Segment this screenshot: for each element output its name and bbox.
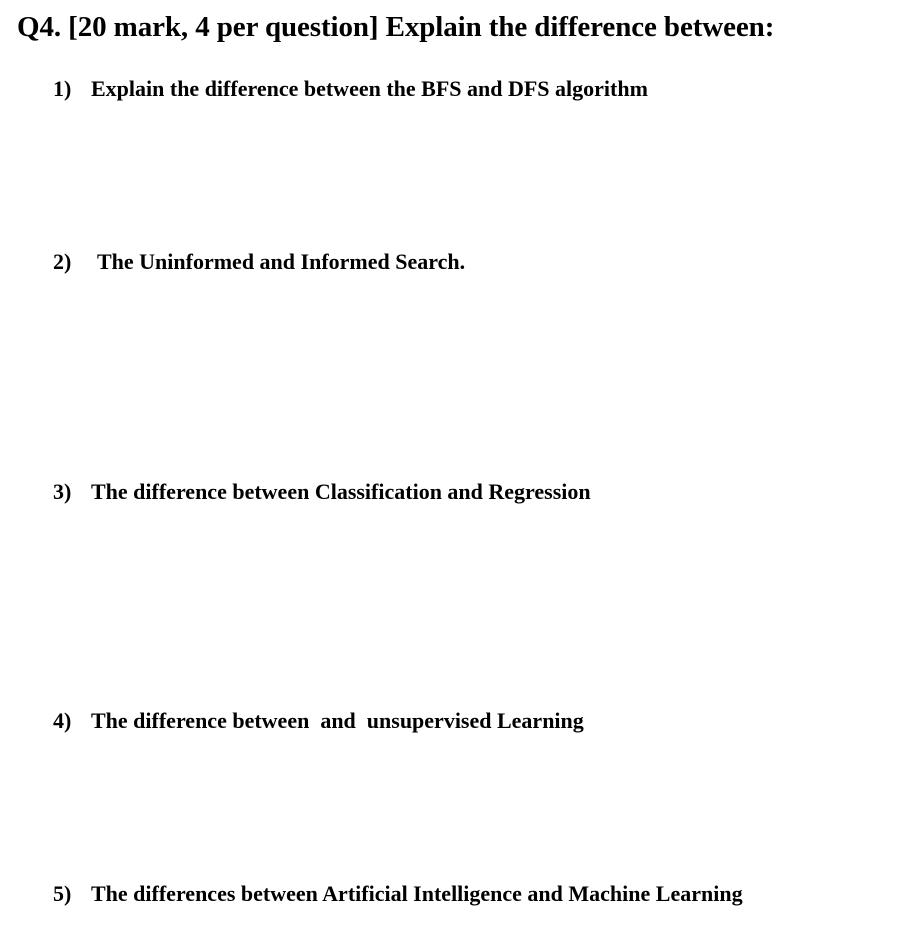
question-item-5 <box>53 881 743 907</box>
question-item-1 <box>53 76 648 102</box>
question-text: The difference between and unsupervised Learning <box>91 708 584 733</box>
question-text: The difference between Classification and Regression <box>91 479 591 504</box>
question-number: 5) <box>53 881 72 906</box>
question-number: 2) <box>53 249 72 274</box>
question-text: The differences between Artificial Intelligence and Machine Learning <box>91 881 743 906</box>
question-text: Explain the difference between the BFS and DFS algorithm <box>91 76 648 101</box>
question-number: 1) <box>53 76 72 101</box>
question-item-3 <box>53 479 591 505</box>
question-item-4 <box>53 708 584 734</box>
question-number: 4) <box>53 708 72 733</box>
question-heading: Q4. [20 mark, 4 per question] Explain the difference between: <box>17 11 775 43</box>
question-number: 3) <box>53 479 72 504</box>
question-item-2 <box>53 249 465 275</box>
question-text: The Uninformed and Informed Search. <box>97 249 466 274</box>
